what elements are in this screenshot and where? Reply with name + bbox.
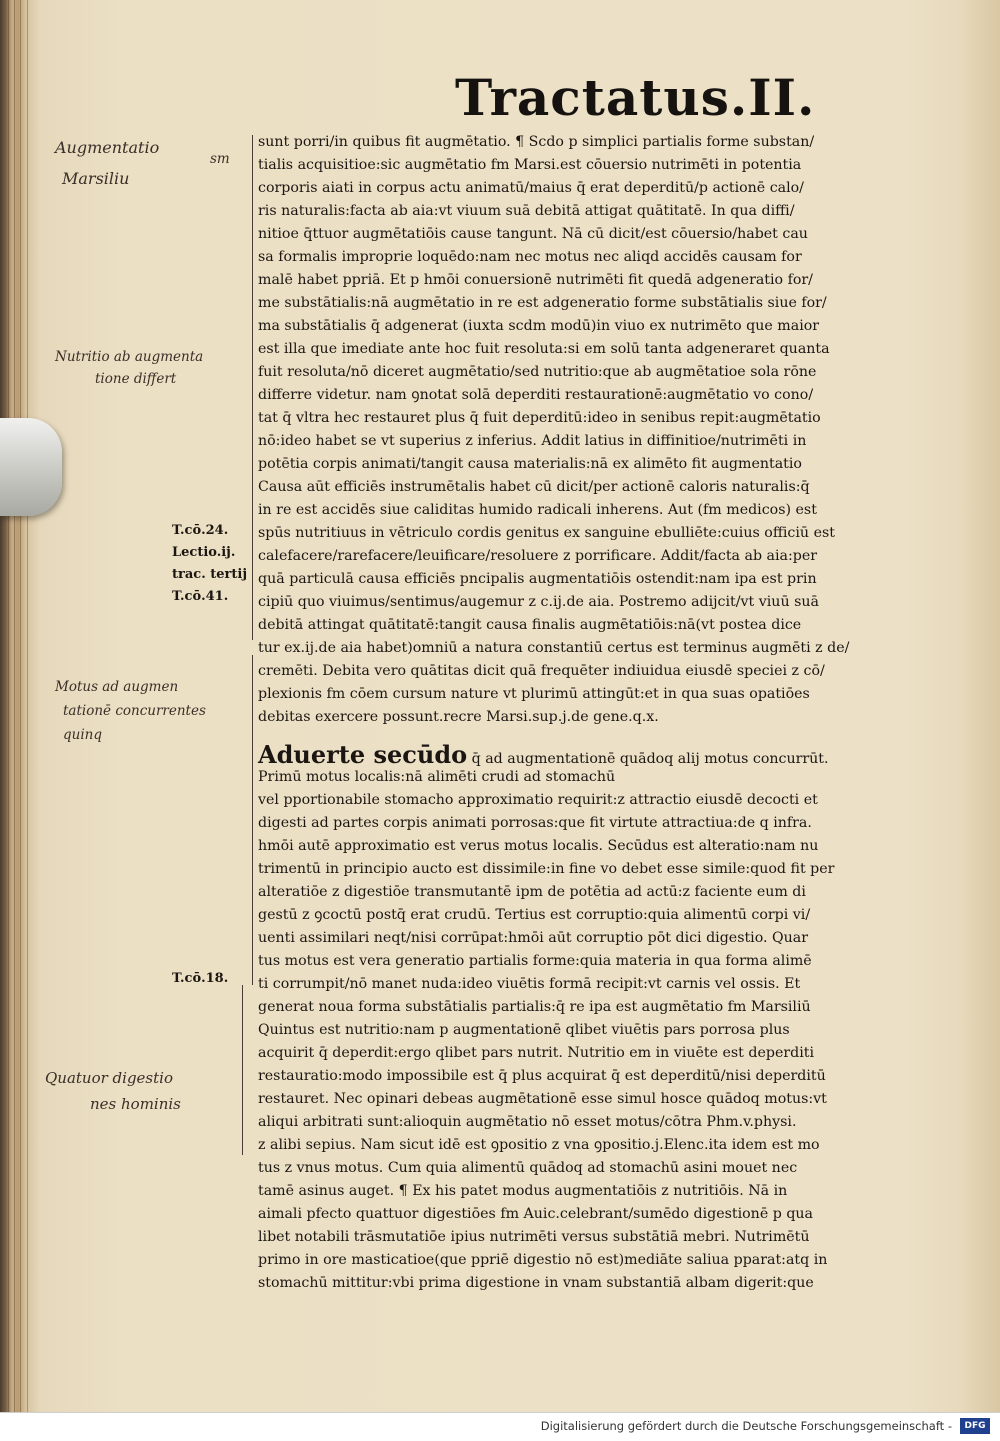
manuscript-bracket [252, 135, 253, 640]
margin-reference: T.cō.41. [172, 589, 229, 604]
text-line: debitas exercere possunt.recre Marsi.sup.j.de gene.q.x. [258, 709, 659, 725]
text-line: stomachū mittitur:vbi prima digestione in vnam substantiā albam digerit:que [258, 1275, 814, 1291]
text-line: trimentū in principio aucto est dissimile:in fine vo debet esse simile:quod fit per [258, 861, 835, 877]
margin-reference: T.cō.24. [172, 523, 229, 538]
text-line: acquirit q̄ deperdit:ergo qlibet pars nutrit. Nutritio em in viuēte est deperditi [258, 1045, 814, 1061]
margin-reference: Lectio.ij. [172, 545, 236, 560]
text-line: libet notabili trāsmutatiōe ipius nutrimēti versus substātiā mebri. Nutrimētū [258, 1229, 810, 1245]
text-line: ris naturalis:facta ab aia:vt viuum suā debitā attigat quātitatē. In qua diffi/ [258, 203, 795, 219]
text-line: calefacere/rarefacere/leuificare/resoluere z porrificare. Addit/facta ab aia:per [258, 548, 818, 564]
text-line: gestū z ꝯcoctū postq̄ erat crudū. Tertius est corruptio:quia alimentū corpi vi/ [258, 907, 811, 923]
text-line: vel pportionabile stomacho approximatio requirit:z attractio eiusdē decocti et [258, 792, 818, 808]
text-line: spūs nutritiuus in vētriculo cordis genitus ex sanguine ebulliēte:cuius officiū est [258, 525, 835, 541]
marginal-note: sm [210, 151, 230, 167]
marginal-note: tationē concurrentes [63, 703, 206, 719]
marginal-note: nes hominis [90, 1095, 181, 1113]
text-line: hmōi autē approximatio est verus motus localis. Secūdus est alteratio:nam nu [258, 838, 819, 854]
text-line: uenti assimilari neqt/nisi corrūpat:hmōi aūt corruptio pōt dici digestio. Quar [258, 930, 809, 946]
text-line: differre videtur. nam ꝯnotat solā deperditi restaurationē:augmētatio vo cono/ [258, 387, 814, 403]
text-line: tus motus est vera generatio partialis forme:quia materia in qua forma alimē [258, 953, 812, 969]
text-line: z alibi sepius. Nam sicut idē est ꝯpositio z vna ꝯpositio.j.Elenc.ita idem est mo [258, 1137, 820, 1153]
text-line: ma substātialis q̄ adgenerat (iuxta scdm modū)in viuo ex nutrimēto que maior [258, 318, 820, 334]
text-line: nitioe q̄ttuor augmētatiōis cause tangunt. Nā cū dicit/est cōuersio/habet cau [258, 226, 808, 242]
text-line: plexionis fm cōem cursum nature vt plurimū attingūt:et in qua suas opatiōes [258, 686, 810, 702]
text-line: alteratiōe z digestiōe transmutantē ipm de potētia ad actū:z faciente eum di [258, 884, 806, 900]
page-edge [27, 0, 28, 1412]
text-line: sunt porri/in quibus fit augmētatio. ¶ Scdo p simplici partialis forme substan/ [258, 134, 815, 150]
text-line: est illa que imediate ante hoc fuit resoluta:si em solū tanta adgeneraret quanta [258, 341, 830, 357]
text-line: Quintus est nutritio:nam p augmentationē qlibet viuētis pars porrosa plus [258, 1022, 790, 1038]
margin-reference: T.cō.18. [172, 971, 229, 986]
binding-clip [0, 418, 62, 516]
text-line: tur ex.ij.de aia habet)omniū a natura constantiū certus est terminus augmēti z de/ [258, 640, 850, 656]
paragraph-initial: Aduerte secūdo [258, 740, 468, 769]
text-line: cremēti. Debita vero quātitas dicit quā frequēter indiuidua eiusdē speciei z cō/ [258, 663, 825, 679]
margin-reference: trac. tertij [172, 567, 248, 582]
page-edge [14, 0, 15, 1412]
marginal-note: Augmentatio [55, 138, 160, 157]
text-line: Causa aūt efficiēs instrumētalis habet cū dicit/per actionē caloris naturalis:q̄ [258, 479, 810, 495]
text-line: me substātialis:nā augmētatio in re est adgeneratio forme substātialis siue for/ [258, 295, 827, 311]
text-line: aimali pfecto quattuor digestiōes fm Auic.celebrant/sumēdo digestionē p qua [258, 1206, 813, 1222]
text-line: quā particulā causa efficiēs pncipalis augmentatiōis ostendit:nam ipa est prin [258, 571, 817, 587]
digitization-footer [0, 1412, 1000, 1441]
text-line: cipiū quo viuimus/sentimus/augemur z c.ij.de aia. Postremo adijcit/vt viuū suā [258, 594, 819, 610]
text-line: Primū motus localis:nā alimēti crudi ad stomachū [258, 769, 616, 785]
text-line: malē habet ppriā. Et p hmōi conuersionē nutrimēti fit quedā adgeneratio for/ [258, 272, 813, 288]
page-edge [20, 0, 21, 1412]
text-line: tat q̄ vltra hec restauret plus q̄ fuit deperditū:ideo in senibus repit:augmētatio [258, 410, 821, 426]
text-line: primo in ore masticatioe(que ppriē digestio nō est)mediāte saliua pparat:atq in [258, 1252, 828, 1268]
footer-credit: Digitalisierung gefördert durch die Deutsche Forschungsgemeinschaft - [540, 1419, 952, 1433]
marginal-note: Marsiliu [62, 169, 130, 188]
text-line: tus z vnus motus. Cum quia alimentū quādoq ad stomachū asini mouet nec [258, 1160, 798, 1176]
text-line: tialis acquisitioe:sic augmētatio fm Marsi.est cōuersio nutrimēti in potentia [258, 157, 802, 173]
text-line: generat noua forma substātialis partialis:q̄ re ipa est augmētatio fm Marsiliū [258, 999, 811, 1015]
text-line: ti corrumpit/nō manet nuda:ideo viuētis formā recipit:vt carnis vel ossis. Et [258, 976, 801, 992]
text-line: sa formalis improprie loquēdo:nam nec motus nec aliqd accidēs causam for [258, 249, 802, 265]
dfg-logo-icon: DFG [960, 1418, 990, 1434]
marginal-note: quinq [63, 727, 102, 743]
text-line: Aduerte secūdo q̄ ad augmentationē quādoq alij motus concurrūt. [258, 740, 829, 769]
marginal-note: Quatuor digestio [45, 1069, 173, 1087]
text-line: restauret. Nec opinari debeas augmētationē esse simul hosce quādoq motus:vt [258, 1091, 827, 1107]
page-edge [8, 0, 9, 1412]
text-line: nō:ideo habet se vt superius z inferius. Addit latius in diffinitioe/nutrimēti in [258, 433, 807, 449]
marginal-note: Motus ad augmen [55, 679, 179, 695]
marginal-note: tione differt [95, 371, 177, 387]
text-line: corporis aiati in corpus actu animatū/maius q̄ erat deperditū/p actionē calo/ [258, 180, 804, 196]
marginal-note: Nutritio ab augmenta [55, 349, 204, 365]
text-line: digesti ad partes corpis animati porrosas:que fit virtute attractiua:de q infra. [258, 815, 812, 831]
text-line: fuit resoluta/nō diceret augmētatio/sed nutritio:que ab augmētatioe sola rōne [258, 364, 817, 380]
manuscript-bracket [242, 985, 243, 1155]
text-line: aliqui arbitrati sunt:alioquin augmētatio nō esset motus/cōtra Phm.v.physi. [258, 1114, 797, 1130]
text-line: potētia corpis animati/tangit causa materialis:nā ex alimēto fit augmentatio [258, 456, 802, 472]
text-line: restauratio:modo impossibile est q̄ plus acquirat q̄ est deperditū/nisi deperditū [258, 1068, 826, 1084]
running-head: Tractatus.II. [455, 68, 816, 127]
text-line: in re est accidēs siue caliditas humido radicali inherens. Aut (fm medicos) est [258, 502, 817, 518]
text-line: tamē asinus auget. ¶ Ex his patet modus augmentatiōis z nutritiōis. Nā in [258, 1183, 788, 1199]
manuscript-bracket [252, 655, 253, 985]
text-line: debitā attingat quātitatē:tangit causa finalis augmētatiōis:nā(vt postea dice [258, 617, 802, 633]
